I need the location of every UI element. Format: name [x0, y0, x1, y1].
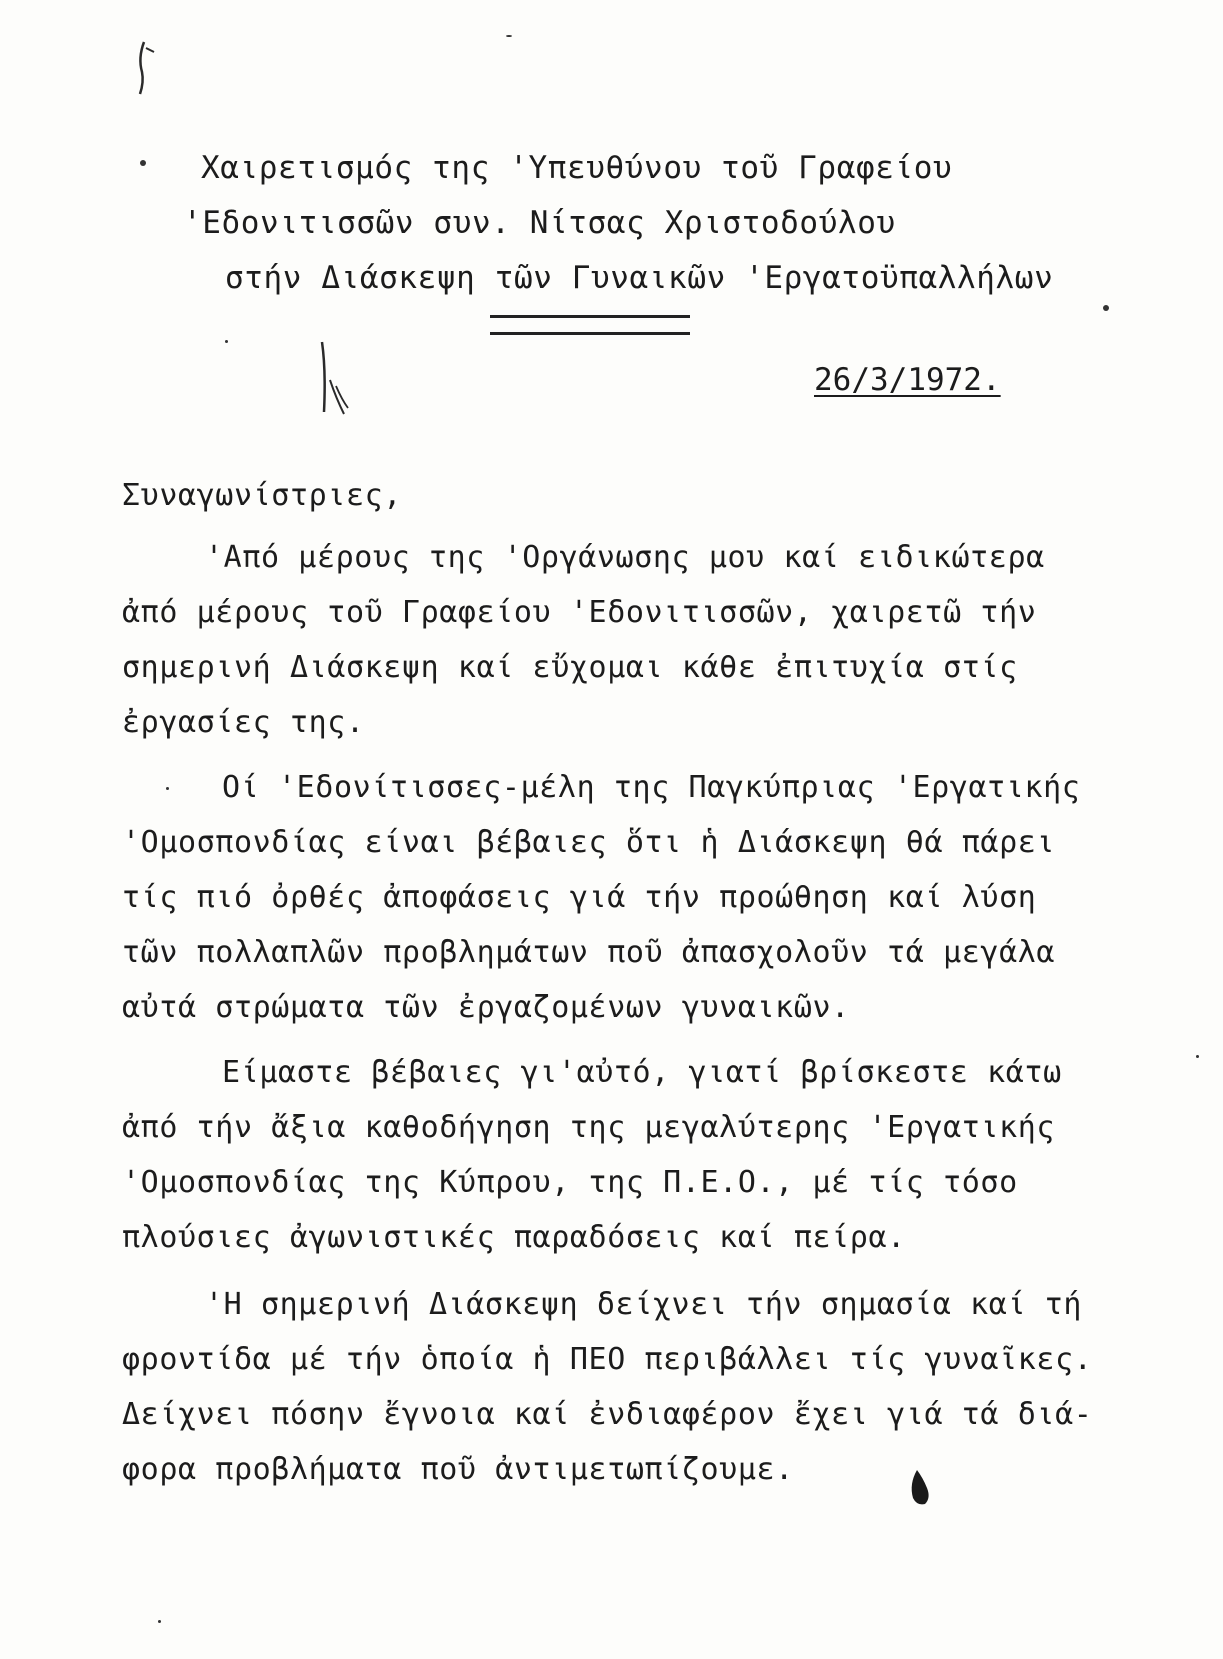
- salutation: Συναγωνίστριες,: [122, 478, 402, 513]
- speck: [140, 160, 146, 166]
- paragraph-4-line-4: φορα προβλήματα ποῦ ἀντιμετωπίζουμε.: [122, 1452, 794, 1487]
- paragraph-4-line-1: 'Η σημερινή Διάσκεψη δείχνει τήν σημασία καί τή: [205, 1287, 1083, 1322]
- paragraph-1-line-1: 'Από μέρους της 'Οργάνωσης μου καί ειδικώτερα: [205, 540, 1045, 575]
- handwritten-mark-top: [128, 38, 168, 98]
- paragraph-1-line-2: ἀπό μέρους τοῦ Γραφείου 'Εδονιτισσῶν, χαιρετῶ τήν: [122, 595, 1037, 630]
- paragraph-4-line-3: Δείχνει πόσην ἔγνοια καί ἐνδιαφέρον ἔχει γιά τά διά-: [122, 1397, 1093, 1432]
- paragraph-1-line-3: σημερινή Διάσκεψη καί εὔχομαι κάθε ἐπιτυχία στίς: [122, 650, 1018, 685]
- speck: [166, 787, 169, 790]
- speck: [1196, 1055, 1199, 1058]
- paragraph-2-line-4: τῶν πολλαπλῶν προβλημάτων ποῦ ἀπασχολοῦν τά μεγάλα: [122, 935, 1056, 970]
- speck: [506, 35, 512, 37]
- paragraph-3-line-1: Είμαστε βέβαιες γι'αὐτό, γιατί βρίσκεστε κάτω: [222, 1055, 1062, 1090]
- speck: [1103, 305, 1109, 311]
- heading-divider: [490, 315, 690, 335]
- heading-line-2: 'Εδονιτισσῶν συν. Νίτσας Χριστοδούλου: [183, 205, 896, 241]
- speck: [225, 340, 228, 343]
- heading-line-3: στήν Διάσκεψη τῶν Γυναικῶν 'Εργατοϋπαλλήλων: [225, 260, 1054, 296]
- paragraph-3-line-2: ἀπό τήν ἄξια καθοδήγηση της μεγαλύτερης 'Εργατικής: [122, 1110, 1056, 1145]
- paragraph-2-line-5: αὐτά στρώματα τῶν ἐργαζομένων γυναικῶν.: [122, 990, 850, 1025]
- paragraph-3-line-4: πλούσιες ἀγωνιστικές παραδόσεις καί πείρα.: [122, 1220, 906, 1255]
- paragraph-2-line-1: Οί 'Εδονίτισσες-μέλη της Παγκύπριας 'Εργατικής: [222, 770, 1081, 805]
- paragraph-2-line-2: 'Ομοσπονδίας είναι βέβαιες ὅτι ἡ Διάσκεψη θά πάρει: [122, 825, 1056, 860]
- paragraph-4-line-2: φροντίδα μέ τήν ὁποία ἡ ΠΕΟ περιβάλλει τίς γυναῖκες.: [122, 1342, 1093, 1377]
- document-date: 26/3/1972.: [814, 362, 1001, 398]
- heading-line-1: Χαιρετισμός της 'Υπευθύνου τοῦ Γραφείου: [201, 150, 953, 186]
- paragraph-3-line-3: 'Ομοσπονδίας της Κύπρου, της Π.Ε.Ο., μέ τίς τόσο: [122, 1165, 1018, 1200]
- handwritten-mark-left: [316, 340, 356, 420]
- paragraph-1-line-4: ἐργασίες της.: [122, 705, 365, 740]
- ink-blot: [905, 1468, 935, 1508]
- paragraph-2-line-3: τίς πιό ὀρθές ἀποφάσεις γιά τήν προώθηση καί λύση: [122, 880, 1037, 915]
- speck: [158, 1620, 161, 1623]
